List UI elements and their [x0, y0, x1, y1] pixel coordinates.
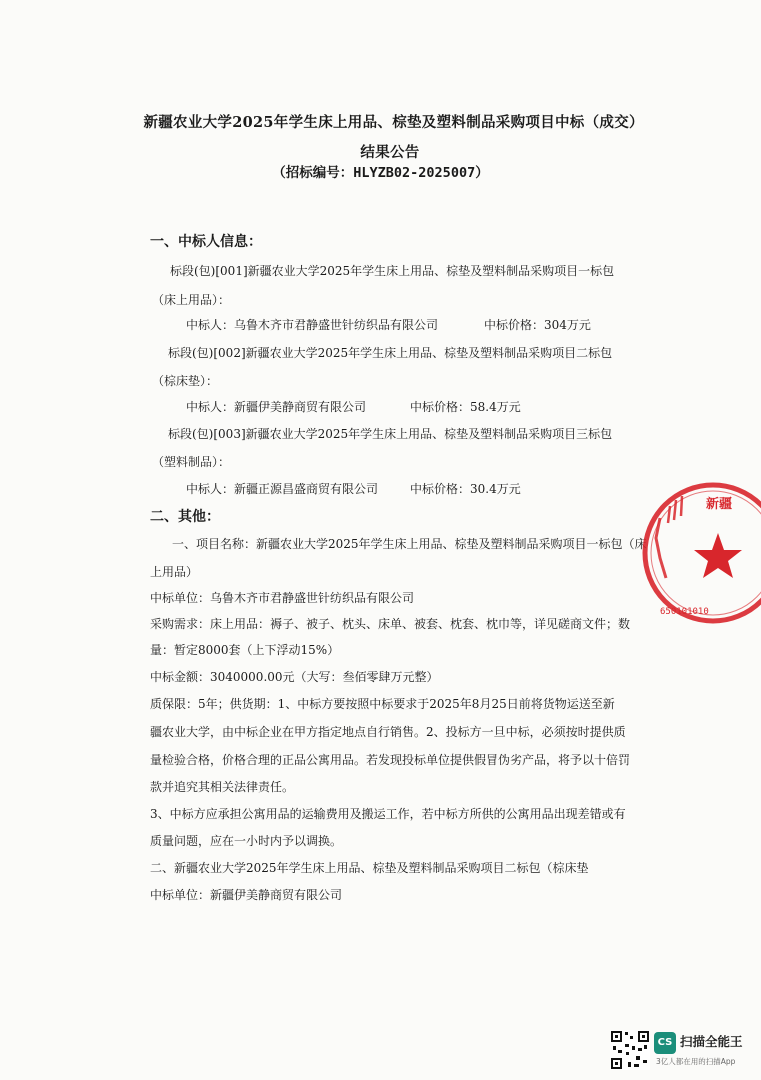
item1-terms-line4: 款并追究其相关法律责任。: [150, 780, 295, 794]
lot2-winner: 中标人：新疆伊美静商贸有限公司: [186, 400, 367, 414]
lot1-line1: 标段(包)[001]新疆农业大学2025年学生床上用品、棕垫及塑料制品采购项目一标包: [170, 264, 615, 278]
item1-demand-line2: 量：暂定8000套（上下浮动15%）: [150, 643, 340, 657]
lot3-price: 中标价格：30.4万元: [410, 482, 521, 496]
item1-terms-line1: 质保限：5年；供货期：1、中标方要按照中标要求于2025年8月25日前将货物运送至新: [150, 697, 615, 711]
seal-code: 650101010: [660, 607, 709, 617]
lot2-line1: 标段(包)[002]新疆农业大学2025年学生床上用品、棕垫及塑料制品采购项目二标包: [168, 346, 613, 360]
camscanner-tagline: 3亿人都在用的扫描App: [656, 1057, 736, 1066]
lot3-line2: （塑料制品）：: [152, 455, 231, 469]
lot2-price: 中标价格：58.4万元: [410, 400, 521, 414]
item1-terms-line2: 疆农业大学，由中标企业在甲方指定地点自行销售。2、投标方一旦中标，必须按时提供质: [150, 725, 626, 739]
item2-name: 二、新疆农业大学2025年学生床上用品、棕垫及塑料制品采购项目二标包（棕床垫: [150, 861, 589, 875]
document-title: 新疆农业大学2025年学生床上用品、棕垫及塑料制品采购项目中标（成交）结果公告: [143, 114, 637, 161]
item1-amount: 中标金额：3040000.00元（大写：叁佰零肆万元整）: [150, 670, 439, 684]
lot3-line1: 标段(包)[003]新疆农业大学2025年学生床上用品、棕垫及塑料制品采购项目三标包: [168, 427, 613, 441]
item1-terms3-line1: 3、中标方应承担公寓用品的运输费用及搬运工作，若中标方所供的公寓用品出现差错或有: [150, 807, 626, 821]
item1-name-line2: 上用品）: [150, 565, 199, 579]
item1-demand-line1: 采购需求：床上用品：褥子、被子、枕头、床单、被套、枕套、枕巾等，详见磋商文件；数: [150, 617, 631, 631]
item1-terms-line3: 量检验合格，价格合理的正品公寓用品。若发现投标单位提供假冒伪劣产品，将予以十倍罚: [150, 753, 631, 767]
item1-terms3-line2: 质量问题，应在一小时内予以调换。: [150, 834, 343, 848]
lot1-price: 中标价格：304万元: [484, 318, 591, 332]
camscanner-logo-icon: CS: [654, 1032, 676, 1054]
seal-text: 新疆: [706, 497, 733, 512]
bid-number: （招标编号：HLYZB02-2025007）: [272, 165, 489, 181]
official-seal-stamp: [638, 478, 761, 628]
lot3-winner: 中标人：新疆正源昌盛商贸有限公司: [186, 482, 379, 496]
camscanner-app-name: 扫描全能王: [680, 1034, 743, 1049]
lot1-winner: 中标人：乌鲁木齐市君静盛世针纺织品有限公司: [186, 318, 439, 332]
lot1-line2: （床上用品）：: [152, 293, 231, 307]
item2-winning-unit: 中标单位：新疆伊美静商贸有限公司: [150, 888, 343, 902]
item1-name-line1: 一、项目名称：新疆农业大学2025年学生床上用品、棕垫及塑料制品采购项目一标包（床: [172, 537, 647, 551]
lot2-line2: （棕床垫）：: [152, 374, 219, 388]
item1-winning-unit: 中标单位：乌鲁木齐市君静盛世针纺织品有限公司: [150, 591, 415, 605]
section1-heading: 一、中标人信息：: [150, 234, 262, 250]
seal-star-icon: [694, 533, 742, 578]
qr-code-icon: [610, 1030, 650, 1070]
section2-heading: 二、其他：: [150, 509, 220, 525]
